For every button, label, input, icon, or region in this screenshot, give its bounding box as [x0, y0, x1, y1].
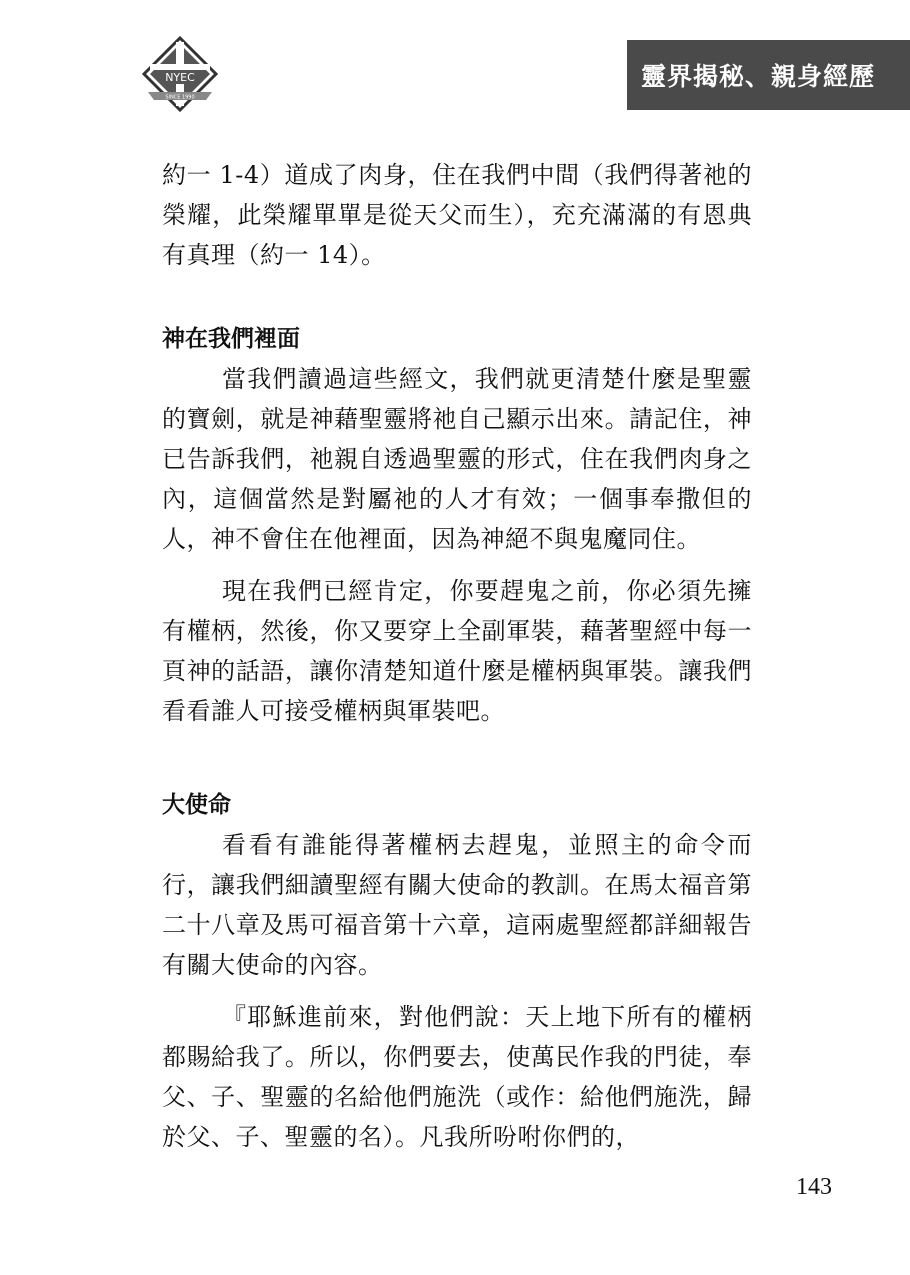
paragraph: 現在我們已經肯定，你要趕鬼之前，你必須先擁有權柄，然後，你又要穿上全副軍裝，藉著聖經中每一頁神的話語，讓你清楚知道什麼是權柄與軍裝。讓我們看看誰人可接受權柄與軍裝吧。 — [162, 577, 752, 725]
paragraph: 當我們讀過這些經文，我們就更清楚什麼是聖靈的寶劍，就是神藉聖靈將祂自己顯示出來。請記住，神已告訴我們，祂親自透過聖靈的形式，住在我們肉身之內，這個當然是對屬祂的人才有效；一個事奉撒但的人，神不會住在他裡面，因為神絕不與鬼魔同住。 — [162, 365, 752, 553]
header-title-band — [627, 40, 910, 110]
svg-text:NYEC: NYEC — [165, 71, 195, 84]
paragraph: 『耶穌進前來，對他們說：天上地下所有的權柄都賜給我了。所以，你們要去，使萬民作我的門徒，奉父、子、聖靈的名給他們施洗（或作：給他們施洗，歸於父、子、聖靈的名）。凡我所吩咐你們的， — [162, 1003, 752, 1151]
page-number: 143 — [796, 1174, 832, 1200]
nyec-logo — [140, 34, 220, 114]
page-content — [162, 155, 752, 1157]
paragraph: 約一 1-4）道成了肉身，住在我們中間（我們得著祂的榮耀，此榮耀單單是從天父而生），充充滿滿的有恩典有真理（約一 14）。 — [162, 161, 752, 269]
section-heading: 神在我們裡面 — [162, 326, 300, 352]
paragraph: 看看有誰能得著權柄去趕鬼，並照主的命令而行，讓我們細讀聖經有關大使命的教訓。在馬太福音第二十八章及馬可福音第十六章，這兩處聖經都詳細報告有關大使命的內容。 — [162, 831, 752, 979]
section-heading: 大使命 — [162, 792, 231, 818]
svg-text:SINCE 1990: SINCE 1990 — [165, 94, 195, 101]
book-title: 靈界揭秘、親身經歷 — [641, 62, 876, 91]
